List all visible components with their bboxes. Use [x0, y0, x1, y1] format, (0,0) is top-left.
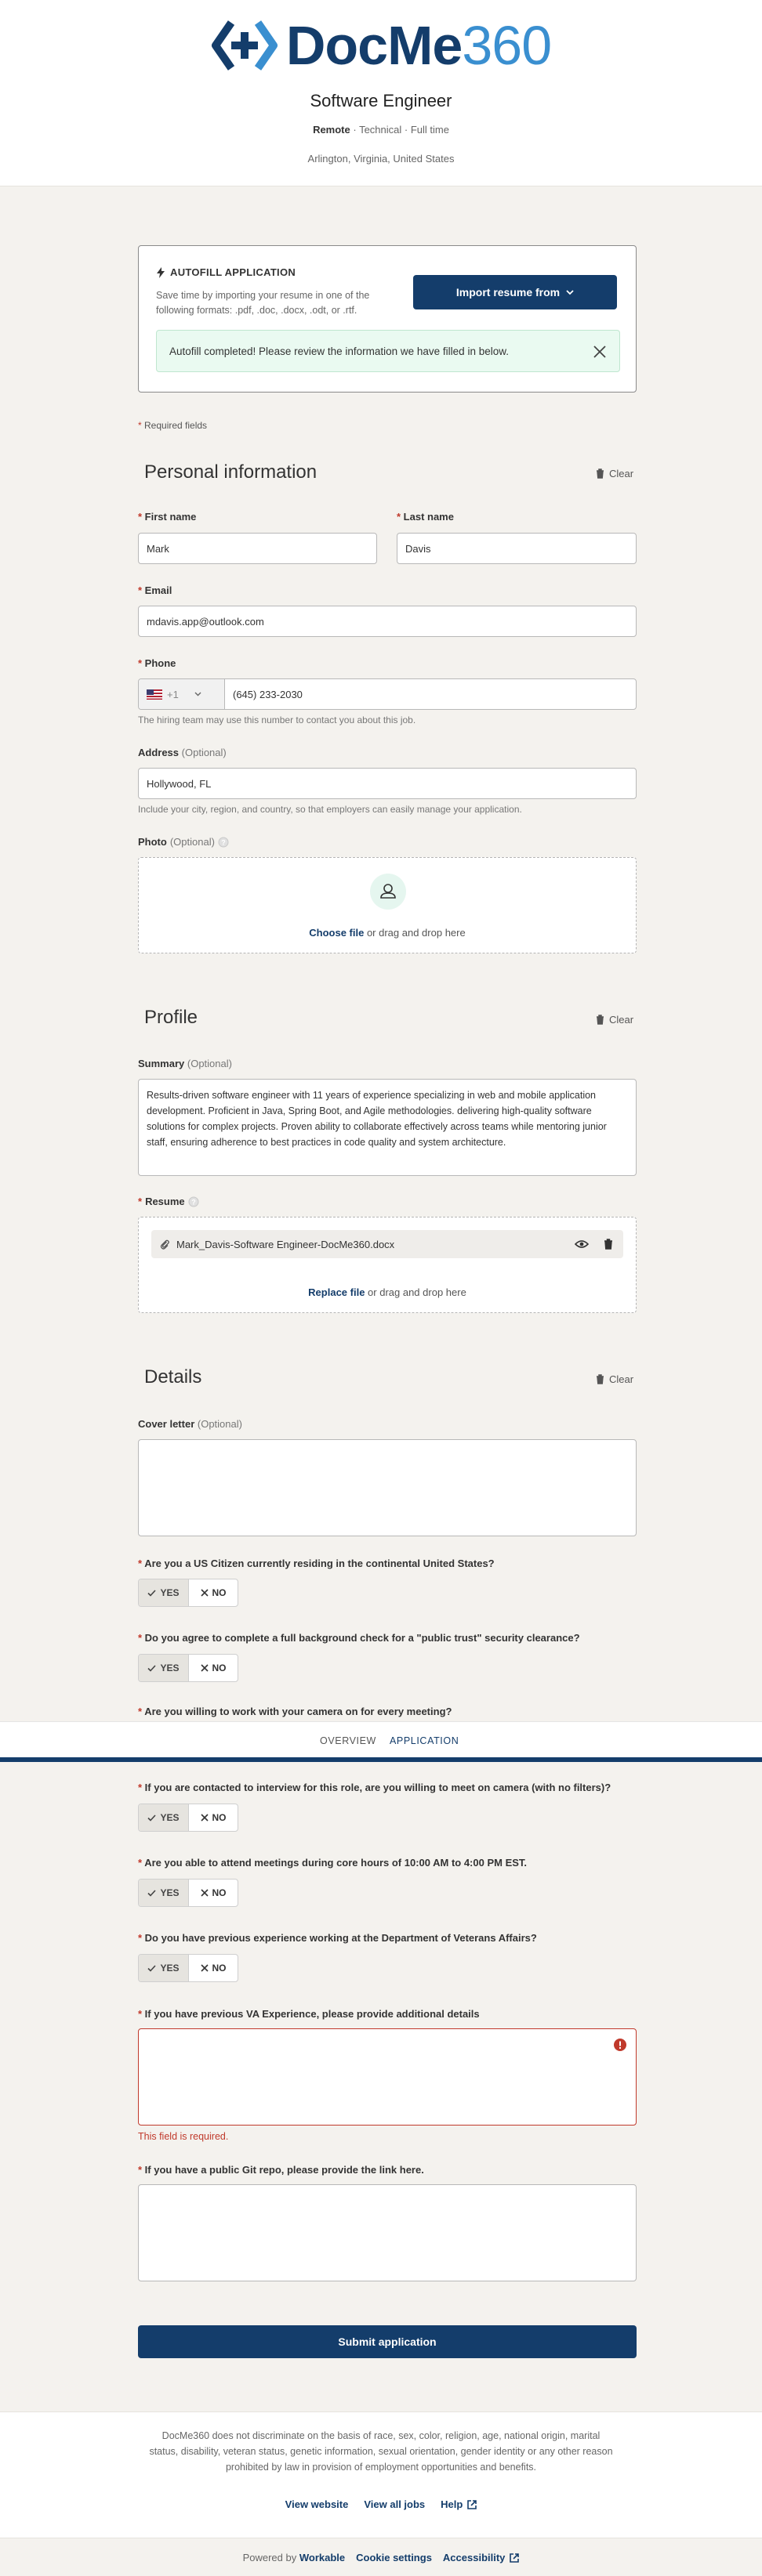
help-link[interactable] — [441, 2498, 477, 2510]
last-name-label-text: Last name — [403, 511, 454, 523]
resume-filename: Mark_Davis-Software Engineer-DocMe360.docx — [176, 1238, 395, 1250]
cover-optional: (Optional) — [197, 1418, 242, 1430]
yes-button[interactable] — [139, 1804, 189, 1831]
email-label: * Email — [138, 584, 172, 596]
svg-text:?: ? — [190, 1198, 196, 1206]
powered-by — [243, 2552, 346, 2563]
replace-file-link[interactable]: Replace file — [308, 1286, 365, 1298]
details-clear-button[interactable] — [596, 1373, 633, 1385]
logo-text-thin: 360 — [462, 15, 552, 76]
paperclip-icon — [159, 1239, 170, 1250]
powered-by-text: Powered by — [242, 2552, 297, 2563]
no-button[interactable] — [189, 1655, 238, 1681]
drag-drop-text: or drag and drop here — [364, 927, 466, 939]
personal-information-heading: Personal information — [144, 461, 318, 483]
resume-dropzone[interactable] — [138, 1217, 637, 1313]
question-text: Do you agree to complete a full background check for a "public trust" security clearance? — [144, 1632, 580, 1644]
footer-bottom-bar — [0, 2538, 762, 2576]
question-va-experience: * Do you have previous experience working at the Department of Veterans Affairs? — [138, 1932, 537, 1944]
user-avatar-icon — [370, 874, 406, 910]
chevron-down-icon — [566, 290, 574, 295]
accessibility-label: Accessibility — [442, 2552, 506, 2563]
address-label — [138, 747, 227, 758]
question-va-details: * If you have previous VA Experience, please provide additional details — [138, 2008, 480, 2020]
lightning-icon — [156, 267, 165, 278]
no-label: NO — [212, 1963, 227, 1974]
logo-plus-brackets-icon — [211, 18, 278, 73]
trash-icon — [596, 1374, 604, 1384]
no-button[interactable] — [189, 1804, 238, 1831]
phone-label-text: Phone — [144, 657, 176, 669]
clear-label: Clear — [609, 468, 634, 479]
workable-link[interactable]: Workable — [299, 2552, 346, 2563]
view-website-link[interactable]: View website — [285, 2498, 349, 2510]
required-fields-note: * Required fields — [138, 420, 208, 431]
svg-text:?: ? — [221, 838, 226, 846]
resume-label: * Resume ? — [138, 1196, 199, 1207]
notice-text: Autofill completed! Please review the information we have filled in below. — [169, 345, 509, 357]
job-title: Software Engineer — [310, 91, 452, 110]
photo-dropzone[interactable] — [138, 857, 637, 953]
choose-file-link[interactable]: Choose file — [309, 927, 365, 939]
import-resume-button[interactable] — [413, 275, 617, 309]
va-details-error: This field is required. — [138, 2131, 229, 2142]
country-code: +1 — [167, 688, 179, 700]
summary-optional: (Optional) — [187, 1058, 232, 1069]
help-circle-icon[interactable] — [218, 837, 229, 848]
git-repo-textarea[interactable] — [138, 2184, 637, 2281]
eeo-disclaimer: DocMe360 does not discriminate on the basis of race, sex, color, religion, age, national origin, marital status, disability, veteran status, genetic information, sexual orientation, gender identity or any other reason prohibited by law in provision of employment opportunities and benefits. — [149, 2430, 613, 2473]
check-icon — [147, 1590, 156, 1597]
question-camera-on: * Are you willing to work with your camera on for every meeting? — [138, 1706, 452, 1717]
yes-label: YES — [160, 1662, 180, 1673]
summary-label — [138, 1058, 232, 1069]
address-label-text: Address — [138, 747, 180, 758]
external-link-icon — [467, 2500, 477, 2509]
workplace-type: Remote — [313, 124, 350, 136]
page-footer — [0, 2411, 762, 2576]
resume-label-text: Resume — [145, 1196, 185, 1207]
yes-button[interactable] — [139, 1880, 189, 1906]
page-header — [0, 0, 762, 186]
yes-label: YES — [160, 1587, 180, 1598]
profile-heading: Profile — [144, 1007, 198, 1028]
view-all-jobs-link[interactable]: View all jobs — [364, 2498, 426, 2510]
photo-optional: (Optional) — [169, 836, 215, 848]
question-background-check: * Do you agree to complete a full background check for a "public trust" security clearance? — [138, 1632, 580, 1644]
us-citizen-toggle[interactable] — [138, 1579, 238, 1607]
clear-label: Clear — [609, 1014, 634, 1026]
background-check-toggle[interactable] — [138, 1654, 238, 1682]
email-field[interactable]: mdavis.app@outlook.com — [138, 606, 637, 637]
question-text: If you have previous VA Experience, please provide additional details — [144, 2008, 480, 2020]
address-optional: (Optional) — [181, 747, 227, 758]
last-name-label: * Last name — [397, 511, 454, 523]
clear-label: Clear — [609, 1373, 634, 1385]
last-name-field[interactable]: Davis — [397, 533, 637, 564]
yes-button[interactable] — [139, 1655, 189, 1681]
first-name-label: * First name — [138, 511, 197, 523]
yes-label: YES — [160, 1963, 180, 1974]
va-experience-toggle[interactable] — [138, 1954, 238, 1982]
drag-drop-text: or drag and drop here — [365, 1286, 466, 1298]
yes-button[interactable] — [139, 1579, 189, 1606]
question-git-repo: * If you have a public Git repo, please provide the link here. — [138, 2164, 424, 2176]
question-text: Are you able to attend meetings during core hours of 10:00 AM to 4:00 PM EST. — [144, 1857, 528, 1869]
accessibility-link[interactable] — [443, 2552, 520, 2563]
question-core-hours: * Are you able to attend meetings during core hours of 10:00 AM to 4:00 PM EST. — [138, 1857, 528, 1869]
no-button[interactable] — [189, 1880, 238, 1906]
cover-letter-textarea[interactable] — [138, 1439, 637, 1536]
logo-text-bold: DocMe — [285, 15, 463, 76]
error-icon — [614, 2039, 626, 2051]
sticky-tab-bar — [0, 1721, 762, 1761]
email-label-text: Email — [144, 584, 172, 596]
address-hint: Include your city, region, and country, so that employers can easily manage your application. — [138, 804, 522, 815]
autofill-complete-notice — [156, 330, 620, 372]
no-button[interactable] — [189, 1579, 238, 1606]
details-heading: Details — [144, 1366, 202, 1387]
submit-application-button[interactable]: Submit application — [138, 2325, 637, 2358]
docme360-logo[interactable] — [0, 16, 762, 75]
tab-bar-underline — [0, 1757, 762, 1762]
tab-application[interactable]: APPLICATION — [390, 1735, 459, 1746]
close-icon[interactable] — [593, 345, 607, 359]
no-label: NO — [212, 1662, 227, 1673]
photo-label-text: Photo — [138, 836, 167, 848]
va-details-textarea[interactable] — [138, 2028, 637, 2126]
autofill-title: AUTOFILL APPLICATION — [170, 266, 296, 278]
footer-links — [0, 2498, 762, 2510]
core-hours-toggle[interactable] — [138, 1879, 238, 1907]
question-text: If you are contacted to interview for this role, are you willing to meet on camera (with no filters)? — [144, 1782, 611, 1793]
country-code-select[interactable] — [139, 679, 225, 709]
first-name-field[interactable]: Mark — [138, 533, 377, 564]
eye-icon[interactable] — [575, 1239, 589, 1249]
yes-label: YES — [160, 1887, 180, 1898]
job-meta — [0, 124, 762, 136]
job-location: Arlington, Virginia, United States — [307, 153, 455, 165]
chevron-down-icon — [194, 692, 201, 696]
question-text: If you have a public Git repo, please provide the link here. — [144, 2164, 424, 2176]
no-label: NO — [212, 1587, 227, 1598]
yes-label: YES — [160, 1812, 180, 1823]
phone-value: (645) 233-2030 — [233, 688, 303, 700]
question-text: Are you a US Citizen currently residing in the continental United States? — [144, 1558, 495, 1569]
x-icon — [201, 1589, 209, 1597]
trash-icon[interactable] — [604, 1239, 613, 1250]
summary-textarea[interactable]: Results-driven software engineer with 11 years of experience specializing in web and mobile application development. Proficient in Java, Spring Boot, and Agile methodologies. delivering high-quality software solutions for complex projects. Proven ability to collaborate effectively across teams while mentoring junior staff, ensuring adherence to best practices in code quality and system architecture. — [138, 1079, 637, 1176]
check-icon — [147, 1890, 156, 1897]
cover-label-text: Cover letter — [138, 1418, 195, 1430]
check-icon — [147, 1665, 156, 1672]
personal-clear-button[interactable] — [596, 468, 633, 479]
no-button[interactable] — [189, 1955, 238, 1981]
summary-label-text: Summary — [138, 1058, 185, 1069]
external-link-icon — [510, 2553, 519, 2563]
autofill-card — [138, 245, 637, 393]
import-resume-label: Import resume from — [455, 286, 561, 298]
tab-overview[interactable]: OVERVIEW — [320, 1735, 376, 1746]
check-icon — [147, 1965, 156, 1972]
cover-letter-label — [138, 1418, 242, 1430]
x-icon — [201, 1889, 209, 1897]
x-icon — [201, 1814, 209, 1822]
trash-icon — [596, 1015, 604, 1025]
help-circle-icon[interactable] — [188, 1196, 199, 1207]
required-note-text: Required fields — [144, 420, 208, 431]
question-us-citizen: * Are you a US Citizen currently residing in the continental United States? — [138, 1558, 495, 1569]
question-text: Do you have previous experience working at the Department of Veterans Affairs? — [144, 1932, 537, 1944]
interview-camera-toggle[interactable] — [138, 1804, 238, 1832]
question-text: Are you willing to work with your camera on for every meeting? — [144, 1706, 452, 1717]
help-label: Help — [441, 2498, 463, 2510]
trash-icon — [596, 469, 604, 479]
no-label: NO — [212, 1887, 227, 1898]
first-name-label-text: First name — [144, 511, 197, 523]
yes-button[interactable] — [139, 1955, 189, 1981]
check-icon — [147, 1814, 156, 1822]
address-field[interactable]: Hollywood, FL — [138, 768, 637, 799]
cookie-settings-link[interactable]: Cookie settings — [356, 2552, 432, 2563]
profile-clear-button[interactable] — [596, 1014, 633, 1026]
no-label: NO — [212, 1812, 227, 1823]
x-icon — [201, 1664, 209, 1672]
phone-field[interactable] — [138, 678, 637, 710]
x-icon — [201, 1964, 209, 1972]
resume-file-chip — [151, 1230, 623, 1258]
question-interview-camera: * If you are contacted to interview for this role, are you willing to meet on camera (with no filters)? — [138, 1782, 611, 1793]
job-meta-rest: · Technical · Full time — [350, 124, 449, 136]
photo-label — [138, 836, 229, 848]
autofill-description: Save time by importing your resume in one of the following formats: .pdf, .doc, .docx, .odt, or .rtf. — [156, 290, 370, 316]
phone-hint: The hiring team may use this number to contact you about this job. — [138, 715, 416, 725]
phone-label: * Phone — [138, 657, 176, 669]
us-flag-icon — [147, 689, 162, 700]
